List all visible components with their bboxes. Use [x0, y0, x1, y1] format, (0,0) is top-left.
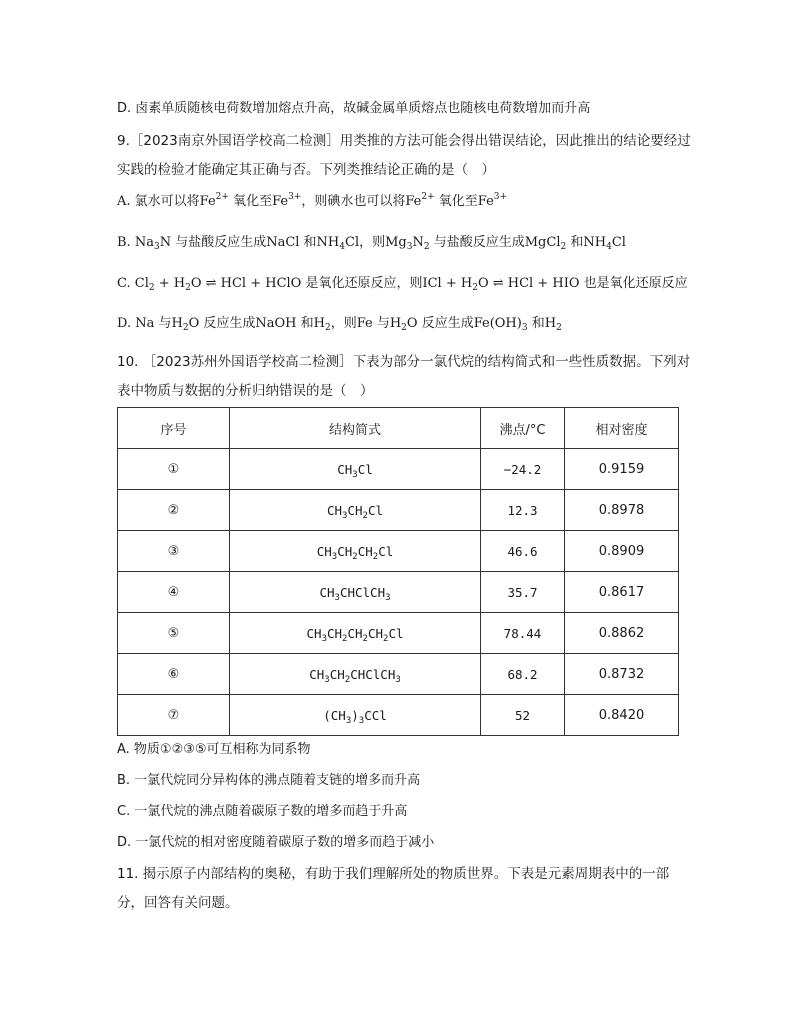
table-row: [118, 613, 679, 654]
cell-formula: [230, 531, 481, 572]
formula-part: CH: [306, 625, 322, 641]
cell-serial: ⑥: [118, 654, 230, 695]
cell-serial: ③: [118, 531, 230, 572]
cell-relative-density: 0.8420: [565, 695, 679, 736]
formula-part: CHClCH: [350, 666, 396, 682]
q9-option-a: [117, 193, 507, 211]
cell-boiling-point: 52: [481, 695, 565, 736]
formula-part: CH: [367, 625, 384, 641]
header-serial: 序号: [118, 408, 230, 449]
q9-c-text-3: O ⇌ HCl + HClO 是氧化还原反应，则ICl + H: [190, 276, 473, 291]
q9-a-text-1: A. 氯水可以将Fe: [117, 194, 216, 209]
q9-a-text-3: ，则碘水也可以将Fe: [301, 194, 422, 209]
formula-subscript: 2: [372, 551, 379, 562]
cell-serial: ⑤: [118, 613, 230, 654]
formula-subscript: 3: [331, 551, 338, 562]
formula-subscript: 2: [352, 551, 358, 562]
formula-part: CH: [309, 666, 325, 682]
q11-stem-line1: 11. 揭示原子内部结构的奥秘，有助于我们理解所处的物质世界。下表是元素周期表中的一部: [117, 866, 670, 882]
formula-subscript: 3: [345, 715, 352, 726]
cell-boiling-point: 12.3: [481, 490, 565, 531]
q9-b-sub-3: 3: [406, 242, 413, 252]
cell-relative-density: 0.8617: [565, 572, 679, 613]
formula-part: CCl: [364, 707, 387, 723]
table-row: [118, 490, 679, 531]
formula-subscript: 3: [385, 592, 391, 603]
table-row: [118, 695, 679, 736]
formula-part: Cl: [388, 625, 404, 641]
cell-formula: [230, 449, 481, 490]
q11-stem-line2: 分，回答有关问题。: [117, 895, 239, 911]
q9-option-b: [117, 234, 626, 252]
cell-boiling-point: 68.2: [481, 654, 565, 695]
q9-b-sub-2: 4: [339, 242, 346, 252]
cell-serial: ①: [118, 449, 230, 490]
formula-subscript: 3: [358, 715, 365, 726]
cell-formula: [230, 490, 481, 531]
cell-formula: [230, 654, 481, 695]
cell-serial: ②: [118, 490, 230, 531]
q9-b-text-1: B. Na: [117, 235, 154, 250]
q9-d-sub-5: 2: [556, 323, 562, 333]
formula-part: CH: [337, 543, 353, 559]
q9-b-sub-1: 3: [153, 242, 160, 252]
cell-relative-density: 0.8909: [565, 531, 679, 572]
q9-d-text-5: 和H: [527, 316, 557, 331]
cell-boiling-point: 35.7: [481, 572, 565, 613]
formula-part: CH: [329, 666, 345, 682]
formula-part: CH: [316, 543, 332, 559]
q9-a-sup-1: 2+: [215, 192, 229, 202]
q9-d-text-4: O 反应生成Fe(OH): [406, 316, 522, 331]
q9-option-c: [117, 275, 688, 293]
formula-subscript: 3: [334, 592, 340, 603]
q9-b-sub-5: 2: [560, 242, 567, 252]
cell-relative-density: 0.9159: [565, 449, 679, 490]
q9-b-sub-4: 2: [423, 242, 430, 252]
cell-boiling-point: −24.2: [481, 449, 565, 490]
q10-stem-line1: 10. ［2023苏州外国语学校高二检测］下表为部分一氯代烷的结构简式和一些性质数据。下列对: [117, 354, 691, 370]
q9-d-sub-2: 2: [324, 323, 331, 333]
table-header-row: [118, 408, 679, 449]
formula-subscript: 2: [342, 633, 348, 644]
q9-d-sub-3: 2: [401, 323, 407, 333]
formula-subscript: 2: [362, 633, 368, 644]
table-row: [118, 654, 679, 695]
q9-a-sup-2: 3+: [288, 192, 302, 202]
q9-d-text-1: D. Na 与H: [117, 316, 183, 331]
cell-boiling-point: 46.6: [481, 531, 565, 572]
formula-part: CH: [326, 502, 343, 518]
table-row: [118, 572, 679, 613]
q9-d-sub-4: 3: [521, 323, 528, 333]
q9-a-text-4: 氧化至Fe: [434, 194, 494, 209]
q10-option-d: D. 一氯代烷的相对密度随着碳原子数的增多而趋于减小: [117, 835, 435, 850]
formula-subscript: 2: [362, 510, 368, 521]
q9-d-text-2: O 反应生成NaOH 和H: [188, 316, 325, 331]
header-relative-density: 相对密度: [565, 408, 679, 449]
q9-b-text-2: N 与盐酸反应生成NaCl 和NH: [159, 235, 340, 250]
q9-b-text-6: 和NH: [566, 235, 607, 250]
q9-b-text-3: Cl，则Mg: [345, 235, 407, 250]
q9-d-text-3: ，则Fe 与H: [330, 316, 402, 331]
formula-part: (CH: [323, 707, 346, 723]
q9-c-text-4: O ⇌ HCl + HIO 也是氧化还原反应: [477, 276, 688, 291]
formula-part: CHClCH: [339, 584, 386, 600]
q9-a-sup-4: 3+: [493, 192, 508, 202]
formula-part: CH: [357, 543, 373, 559]
cell-relative-density: 0.8862: [565, 613, 679, 654]
formula-part: CH: [326, 625, 343, 641]
formula-part: Cl: [367, 502, 384, 518]
header-formula: 结构简式: [230, 408, 481, 449]
formula-part: ): [351, 707, 359, 723]
cell-formula: [230, 613, 481, 654]
cell-serial: ⑦: [118, 695, 230, 736]
formula-subscript: 3: [395, 674, 401, 685]
q9-b-text-4: N: [412, 235, 424, 250]
q9-b-text-7: Cl: [611, 235, 626, 250]
formula-subscript: 3: [321, 633, 327, 644]
q10-stem-line2: 表中物质与数据的分析归纳错误的是（ ）: [117, 383, 374, 399]
q8-option-d: D. 卤素单质随核电荷数增加熔点升高，故碱金属单质熔点也随核电荷数增加而升高: [117, 101, 591, 116]
formula-part: CH: [347, 502, 363, 518]
chloroalkane-table: [117, 407, 679, 736]
formula-subscript: 2: [344, 674, 351, 685]
formula-part: Cl: [378, 543, 394, 559]
table-row: [118, 449, 679, 490]
q9-stem-line2: 实践的检验才能确定其正确与否。下列类推结论正确的是（ ）: [117, 162, 495, 178]
table-row: [118, 531, 679, 572]
q9-c-sub-1: 2: [148, 283, 155, 293]
table-body: [118, 449, 679, 736]
q9-stem-line1: 9.［2023南京外国语学校高二检测］用类推的方法可能会得出错误结论，因此推出的结论要经过: [117, 133, 691, 149]
q9-a-sup-3: 2+: [421, 192, 435, 202]
cell-formula: [230, 572, 481, 613]
formula-subscript: 3: [342, 510, 348, 521]
formula-subscript: 3: [352, 469, 358, 480]
q9-b-text-5: 与盐酸反应生成MgCl: [429, 235, 561, 250]
q9-c-text-2: + H: [154, 276, 186, 291]
formula-subscript: 3: [324, 674, 330, 685]
formula-subscript: 2: [383, 633, 389, 644]
cell-relative-density: 0.8732: [565, 654, 679, 695]
cell-serial: ④: [118, 572, 230, 613]
cell-formula: [230, 695, 481, 736]
q9-a-text-2: 氧化至Fe: [228, 194, 289, 209]
formula-part: CH: [319, 584, 335, 600]
q10-option-a: A. 物质①②③⑤可互相称为同系物: [117, 742, 311, 757]
formula-part: CH: [337, 461, 353, 477]
q9-b-sub-6: 4: [606, 242, 612, 252]
formula-part: CH: [347, 625, 363, 641]
header-boiling-point: 沸点/°C: [481, 408, 565, 449]
q9-c-sub-3: 2: [472, 283, 478, 293]
formula-part: Cl: [357, 461, 373, 477]
q9-c-sub-2: 2: [185, 283, 191, 293]
cell-relative-density: 0.8978: [565, 490, 679, 531]
q9-option-d: [117, 315, 562, 333]
q9-c-text-1: C. Cl: [117, 276, 149, 291]
cell-boiling-point: 78.44: [481, 613, 565, 654]
q10-option-b: B. 一氯代烷同分异构体的沸点随着支链的增多而升高: [117, 773, 421, 788]
q9-d-sub-1: 2: [182, 323, 189, 333]
q10-option-c: C. 一氯代烷的沸点随着碳原子数的增多而趋于升高: [117, 804, 408, 819]
